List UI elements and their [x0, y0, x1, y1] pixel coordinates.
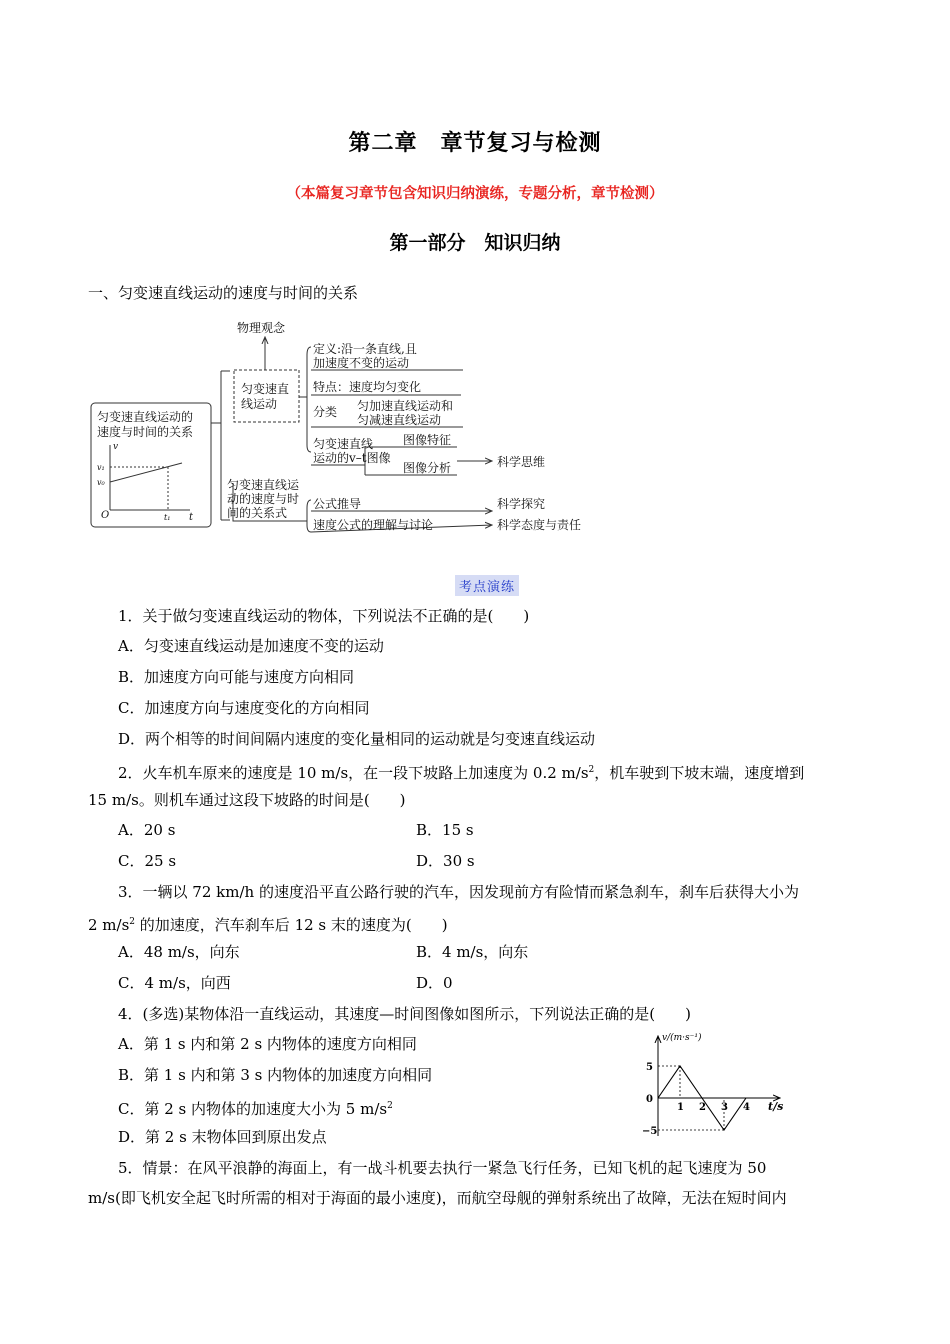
q2-option-c: C．25 s [118, 852, 177, 870]
map-wuli: 物理观念 [237, 321, 286, 335]
map-sci-attitude: 科学态度与责任 [497, 518, 582, 532]
map-classify-b: 匀减速直线运动 [357, 413, 442, 427]
map-left-title1: 匀变速直线运动的 [97, 410, 194, 424]
q2-sup: 2 [588, 765, 595, 775]
q3-stem-b-text: 2 m/s [88, 916, 130, 934]
concept-map [85, 315, 605, 540]
map-vt-l1: 匀变速直线 [313, 437, 374, 451]
chart-xtick-4: 4 [743, 1102, 750, 1113]
q4-option-a: A．第 1 s 内和第 2 s 内物体的速度方向相同 [118, 1035, 417, 1053]
q2-stem-c: 15 m/s。则机车通过这段下坡路的时间是( ) [88, 791, 406, 809]
q5-line2: m/s(即飞机安全起飞时所需的相对于海面的最小速度)，而航空母舰的弹射系统出了故障，无法在短时间内 [88, 1189, 787, 1207]
map-v1: v₁ [97, 463, 105, 472]
map-img-feature: 图像特征 [403, 433, 452, 447]
section-badge: 考点演练 [455, 575, 519, 596]
map-sci-thinking: 科学思维 [497, 455, 546, 469]
map-axis-v: v [113, 442, 119, 452]
map-t1: t₁ [164, 513, 171, 522]
page-subtitle: （本篇复习章节包含知识归纳演练，专题分析，章节检测） [286, 185, 664, 202]
q5-line1: 5．情景：在风平浪静的海面上，有一战斗机要去执行一紧急飞行任务，已知飞机的起飞速度为 50 [118, 1159, 767, 1177]
map-sci-inquiry: 科学探究 [497, 497, 546, 511]
map-def-l2: 加速度不变的运动 [313, 356, 410, 370]
map-understand: 速度公式的理解与讨论 [313, 518, 434, 532]
chart-xtick-1: 1 [677, 1102, 684, 1113]
chart-ytick-0: 5 [646, 1062, 653, 1073]
map-origin: O [101, 510, 110, 521]
chart-ylabel: v/(m·s⁻¹) [662, 1033, 702, 1043]
q1-option-c: C．加速度方向与速度变化的方向相同 [118, 699, 370, 717]
q3-option-b: B．4 m/s，向东 [416, 943, 529, 961]
q1-option-d: D．两个相等的时间间隔内速度的变化量相同的运动就是匀变速直线运动 [118, 730, 596, 748]
map-formula: 公式推导 [313, 497, 362, 511]
map-img-analysis: 图像分析 [403, 461, 452, 475]
q2-stem [118, 760, 804, 783]
vt-chart [640, 1028, 800, 1143]
part-title: 第一部分 知识归纳 [389, 232, 561, 254]
q3-option-c: C．4 m/s，向西 [118, 974, 231, 992]
q1-option-b: B．加速度方向可能与速度方向相同 [118, 668, 355, 686]
q4-sup: 2 [387, 1101, 393, 1111]
map-axis-t: t [189, 512, 194, 523]
map-center2-l1: 匀变速直线运 [227, 478, 300, 492]
q2-option-d: D．30 s [416, 852, 475, 870]
section-heading: 一、匀变速直线运动的速度与时间的关系 [88, 284, 359, 302]
q4-option-c-text: C．第 2 s 内物体的加速度大小为 5 m/s [118, 1100, 388, 1118]
q3-stem-b [88, 912, 448, 935]
map-def-l1: 定义:沿一条直线,且 [313, 342, 417, 356]
q4-stem: 4．(多选)某物体沿一直线运动，其速度—时间图像如图所示，下列说法正确的是( ) [118, 1005, 691, 1023]
map-center1-l1: 匀变速直 [241, 382, 290, 396]
q4-option-b: B．第 1 s 内和第 3 s 内物体的加速度方向相同 [118, 1066, 433, 1084]
q2-stem-b: ，机车驶到下坡末端，速度增到 [594, 764, 805, 782]
q3-option-d: D．0 [416, 974, 453, 992]
q1-option-a: A．匀变速直线运动是加速度不变的运动 [118, 637, 384, 655]
page-title: 第二章 章节复习与检测 [348, 130, 602, 156]
map-center2-l2: 动的速度与时 [227, 492, 300, 506]
chart-ytick-1: 0 [646, 1094, 653, 1105]
q3-stem-c: 的加速度，汽车刹车后 12 s 末的速度为( ) [135, 916, 448, 934]
q3-stem-a: 3．一辆以 72 km/h 的速度沿平直公路行驶的汽车，因发现前方有险情而紧急刹车，刹车后获得大小为 [118, 883, 799, 901]
q4-option-c [118, 1096, 393, 1119]
map-left-title2: 速度与时间的关系 [97, 425, 194, 439]
map-classify: 分类 [313, 405, 338, 419]
q4-option-d: D．第 2 s 末物体回到原出发点 [118, 1128, 327, 1146]
q2-option-a: A．20 s [118, 821, 176, 839]
map-vt-l2: 运动的v–t图像 [313, 451, 391, 465]
q1-stem: 1．关于做匀变速直线运动的物体，下列说法不正确的是( ) [118, 607, 530, 625]
map-feature: 特点：速度均匀变化 [313, 380, 422, 394]
map-center2-l3: 间的关系式 [227, 506, 288, 520]
chart-xtick-3: 3 [721, 1102, 728, 1113]
map-classify-a: 匀加速直线运动和 [357, 399, 454, 413]
q3-option-a: A．48 m/s，向东 [118, 943, 240, 961]
map-center1-l2: 线运动 [241, 397, 278, 411]
q3-sup: 2 [129, 917, 136, 927]
map-v0: v₀ [97, 478, 105, 487]
chart-xtick-2: 2 [699, 1102, 706, 1113]
chart-ytick-2: −5 [642, 1126, 658, 1137]
chart-xlabel: t/s [768, 1100, 784, 1113]
q2-option-b: B．15 s [416, 821, 474, 839]
q2-stem-a: 2．火车机车原来的速度是 10 m/s，在一段下坡路上加速度为 0.2 m/s [118, 764, 589, 782]
